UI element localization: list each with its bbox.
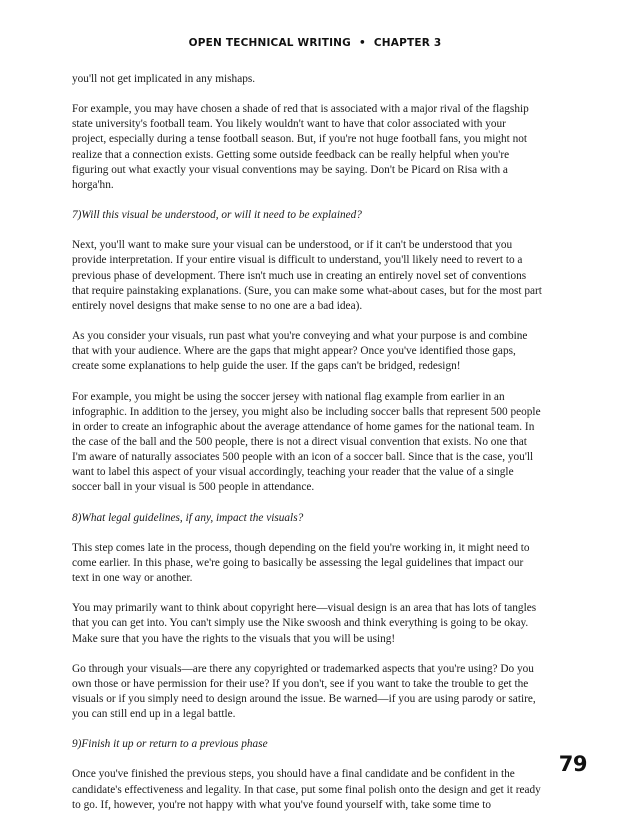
running-header (0, 37, 630, 49)
section-heading-9: 9)Finish it up or return to a previous phase (72, 738, 268, 751)
section-heading-7: 7)Will this visual be understood, or will it need to be explained? (72, 209, 362, 222)
section-heading-8: 8)What legal guidelines, if any, impact the visuals? (72, 511, 304, 524)
chapter-label: CHAPTER 3 (373, 37, 442, 49)
paragraph: For example, you may have chosen a shade of red that is associated with a major rival of the flagship state university's football team. You likely wouldn't want to have that color associated with your project, especially during a tense football season. But, if you're not huge football fans, you might not realize that a connection exists. Getting some outside feedback can be really helpful when you're figuring out what exactly your visual conventions may be saying. Don't be Picard on Risa with a horga'hn. (72, 103, 529, 191)
paragraph: For example, you might be using the soccer jersey with national flag example from earlier in an infographic. In addition to the jersey, you might also be including soccer balls that represent 500 people in order to create an infographic about the average attendance of home games for the national team. In the case of the ball and the 500 people, there is not a direct visual convention that exists. No one that I'm aware of naturally associates 500 people with an icon of a soccer ball. Since that is the case, you'll want to label this aspect of your visual accordingly, teaching your reader that the value of a single soccer ball in your visual is 500 people in attendance. (72, 390, 541, 494)
book-title: OPEN TECHNICAL WRITING (188, 37, 351, 49)
paragraph: Next, you'll want to make sure your visual can be understood, or if it can't be understood that you provide interpretation. If your entire visual is difficult to understand, you'll likely need to revert to a previous phase of development. There isn't much use in creating an entirely novel set of conventions that require painstaking explanations. (Sure, you can make some what-about cases, but for the most part entirely novel designs that make sense to no one are a bad idea). (72, 239, 542, 312)
paragraph: As you consider your visuals, run past what you're conveying and what your purpose is and combine that with your audience. Where are the gaps that might appear? Once you've identified those gaps, create some explanations to help guide the user. If the gaps can't be bridged, redesign! (72, 330, 528, 373)
paragraph: Go through your visuals—are there any copyrighted or trademarked aspects that you're using? Do you own those or have permission for their use? If you don't, see if you want to take the trouble to get the visuals or if you simply need to design around the issue. Be warned—if you are using parody or satire, you can still end up in a legal battle. (72, 662, 536, 721)
paragraph: Once you've finished the previous steps, you should have a final candidate and be confident in the candidate's effectiveness and legality. In that case, put some final polish onto the design and get it ready to go. If, however, you're not happy with what you've found yourself with, take some time to (72, 768, 541, 811)
paragraph: You may primarily want to think about copyright here—visual design is an area that has lots of tangles that you can get into. You can't simply use the Nike swoosh and think everything is going to be okay. Make sure that you have the rights to the visuals that you will be using! (72, 602, 537, 645)
paragraph: This step comes late in the process, though depending on the field you're working in, it might need to come earlier. In this phase, we're going to basically be assessing the legal guidelines that impact our text in one way or another. (72, 541, 530, 585)
paragraph: you'll not get implicated in any mishaps. (72, 73, 256, 85)
page-number: 79 (558, 752, 587, 776)
header-separator: • (358, 37, 366, 49)
body-text (72, 72, 542, 813)
